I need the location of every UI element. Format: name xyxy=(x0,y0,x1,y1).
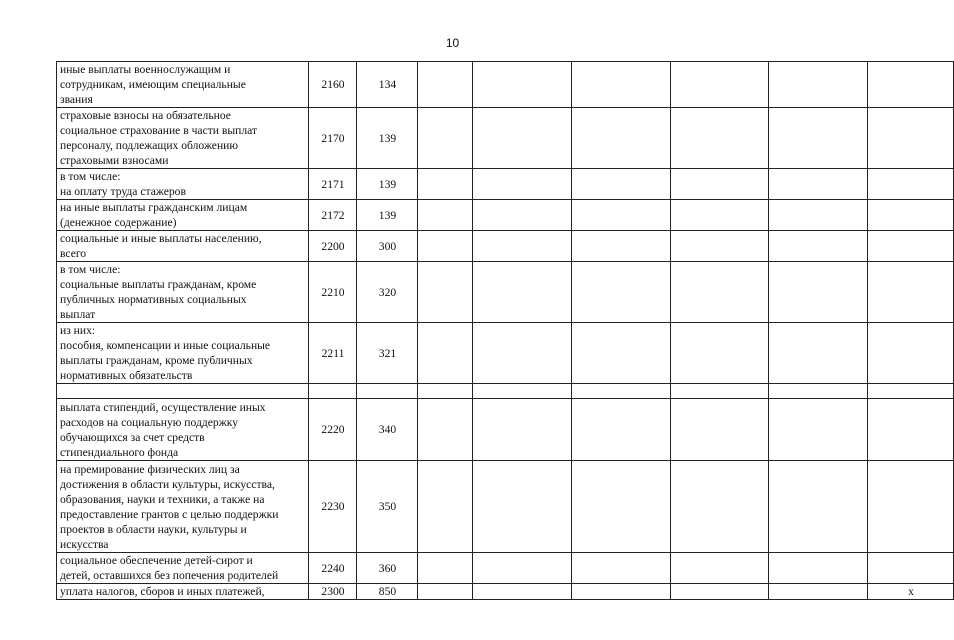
row-value-cell xyxy=(418,200,473,231)
row-name-cell xyxy=(57,384,309,399)
table-row xyxy=(57,262,954,323)
row-name-cell: социальные и иные выплаты населению, всего xyxy=(57,231,309,262)
row-value-cell xyxy=(769,108,868,169)
row-value-cell xyxy=(671,262,769,323)
row-value-cell xyxy=(418,262,473,323)
row-value-cell xyxy=(868,399,954,461)
row-name-cell: уплата налогов, сборов и иных платежей, xyxy=(57,584,309,600)
row-value-cell xyxy=(418,399,473,461)
table-row xyxy=(57,62,954,108)
row-value-cell xyxy=(473,169,572,200)
row-value-cell xyxy=(671,200,769,231)
row-value-cell xyxy=(572,584,671,600)
row-line-code-cell: 2230 xyxy=(309,461,357,553)
report-table xyxy=(56,61,954,600)
row-value-cell xyxy=(671,553,769,584)
row-value-cell xyxy=(769,461,868,553)
row-classification-code-cell: 340 xyxy=(357,399,418,461)
table-row xyxy=(57,384,954,399)
row-classification-code-cell: 139 xyxy=(357,108,418,169)
table-row xyxy=(57,584,954,600)
table-row xyxy=(57,108,954,169)
row-value-cell xyxy=(473,384,572,399)
row-classification-code-cell: 360 xyxy=(357,553,418,584)
row-value-cell xyxy=(671,231,769,262)
row-value-cell xyxy=(473,62,572,108)
row-line-code-cell xyxy=(309,384,357,399)
row-value-cell xyxy=(671,169,769,200)
row-value-cell xyxy=(418,461,473,553)
row-value-cell xyxy=(671,399,769,461)
table-row xyxy=(57,323,954,384)
row-value-cell xyxy=(572,262,671,323)
row-value-cell xyxy=(572,62,671,108)
table-row xyxy=(57,399,954,461)
row-name-cell: социальное обеспечение детей-сирот и детей, оставшихся без попечения родителей xyxy=(57,553,309,584)
row-value-cell xyxy=(671,461,769,553)
row-value-cell xyxy=(418,553,473,584)
row-name-cell: выплата стипендий, осуществление иных расходов на социальную поддержку обучающихся за счет средств стипендиального фонда xyxy=(57,399,309,461)
row-classification-code-cell: 134 xyxy=(357,62,418,108)
table-row xyxy=(57,169,954,200)
row-value-cell xyxy=(473,200,572,231)
row-value-cell xyxy=(868,461,954,553)
row-name-cell: в том числе: социальные выплаты гражданам, кроме публичных нормативных социальных выплат xyxy=(57,262,309,323)
row-value-cell xyxy=(572,200,671,231)
row-value-cell xyxy=(769,384,868,399)
row-value-cell xyxy=(671,384,769,399)
row-value-cell xyxy=(572,323,671,384)
row-value-cell xyxy=(868,262,954,323)
row-name-cell: на премирование физических лиц за достижения в области культуры, искусства, образования, науки и техники, а также на предоставление грантов с целью поддержки проектов в области науки, культуры и искусства xyxy=(57,461,309,553)
row-value-cell xyxy=(572,384,671,399)
row-value-cell xyxy=(473,323,572,384)
row-value-cell xyxy=(473,461,572,553)
row-classification-code-cell: 850 xyxy=(357,584,418,600)
row-value-cell xyxy=(769,323,868,384)
row-line-code-cell: 2160 xyxy=(309,62,357,108)
row-value-cell xyxy=(473,108,572,169)
row-value-cell xyxy=(418,323,473,384)
row-name-cell: из них: пособия, компенсации и иные социальные выплаты гражданам, кроме публичных нормативных обязательств xyxy=(57,323,309,384)
row-value-cell xyxy=(769,200,868,231)
row-value-cell xyxy=(868,323,954,384)
row-value-cell xyxy=(868,200,954,231)
row-value-cell xyxy=(473,262,572,323)
row-value-cell xyxy=(769,399,868,461)
row-value-cell xyxy=(868,62,954,108)
row-value-cell xyxy=(418,62,473,108)
page-number: 10 xyxy=(445,36,460,50)
row-value-cell xyxy=(769,169,868,200)
row-line-code-cell: 2200 xyxy=(309,231,357,262)
row-value-cell xyxy=(473,584,572,600)
row-value-cell xyxy=(418,108,473,169)
table-row xyxy=(57,231,954,262)
row-value-cell xyxy=(572,108,671,169)
row-name-cell: на иные выплаты гражданским лицам (денежное содержание) xyxy=(57,200,309,231)
row-value-cell xyxy=(671,323,769,384)
row-value-cell xyxy=(868,231,954,262)
row-line-code-cell: 2170 xyxy=(309,108,357,169)
row-classification-code-cell xyxy=(357,384,418,399)
table-row xyxy=(57,461,954,553)
row-classification-code-cell: 139 xyxy=(357,169,418,200)
table-row xyxy=(57,200,954,231)
row-line-code-cell: 2210 xyxy=(309,262,357,323)
row-value-cell xyxy=(769,262,868,323)
row-classification-code-cell: 300 xyxy=(357,231,418,262)
row-line-code-cell: 2211 xyxy=(309,323,357,384)
row-name-cell: в том числе: на оплату труда стажеров xyxy=(57,169,309,200)
table-row xyxy=(57,553,954,584)
row-value-cell xyxy=(868,108,954,169)
row-classification-code-cell: 321 xyxy=(357,323,418,384)
row-value-cell xyxy=(671,108,769,169)
row-name-cell: страховые взносы на обязательное социальное страхование в части выплат персоналу, подлежащих обложению страховыми взносами xyxy=(57,108,309,169)
row-value-cell xyxy=(572,553,671,584)
row-value-cell xyxy=(418,384,473,399)
row-value-cell xyxy=(572,231,671,262)
row-value-cell xyxy=(572,461,671,553)
row-value-cell xyxy=(769,231,868,262)
row-value-cell xyxy=(671,584,769,600)
row-classification-code-cell: 139 xyxy=(357,200,418,231)
row-value-cell xyxy=(868,553,954,584)
row-value-cell xyxy=(769,584,868,600)
row-value-cell xyxy=(868,169,954,200)
row-value-cell xyxy=(572,169,671,200)
row-value-cell xyxy=(473,553,572,584)
row-value-cell: x xyxy=(868,584,954,600)
row-value-cell xyxy=(473,231,572,262)
row-value-cell xyxy=(769,553,868,584)
row-value-cell xyxy=(418,231,473,262)
row-value-cell xyxy=(473,399,572,461)
row-value-cell xyxy=(671,62,769,108)
row-classification-code-cell: 320 xyxy=(357,262,418,323)
row-value-cell xyxy=(572,399,671,461)
row-value-cell xyxy=(418,169,473,200)
row-line-code-cell: 2240 xyxy=(309,553,357,584)
row-classification-code-cell: 350 xyxy=(357,461,418,553)
row-line-code-cell: 2300 xyxy=(309,584,357,600)
row-value-cell xyxy=(868,384,954,399)
row-name-cell: иные выплаты военнослужащим и сотрудникам, имеющим специальные звания xyxy=(57,62,309,108)
row-line-code-cell: 2220 xyxy=(309,399,357,461)
row-line-code-cell: 2171 xyxy=(309,169,357,200)
report-table-body xyxy=(57,62,954,600)
row-value-cell xyxy=(418,584,473,600)
row-line-code-cell: 2172 xyxy=(309,200,357,231)
row-value-cell xyxy=(769,62,868,108)
